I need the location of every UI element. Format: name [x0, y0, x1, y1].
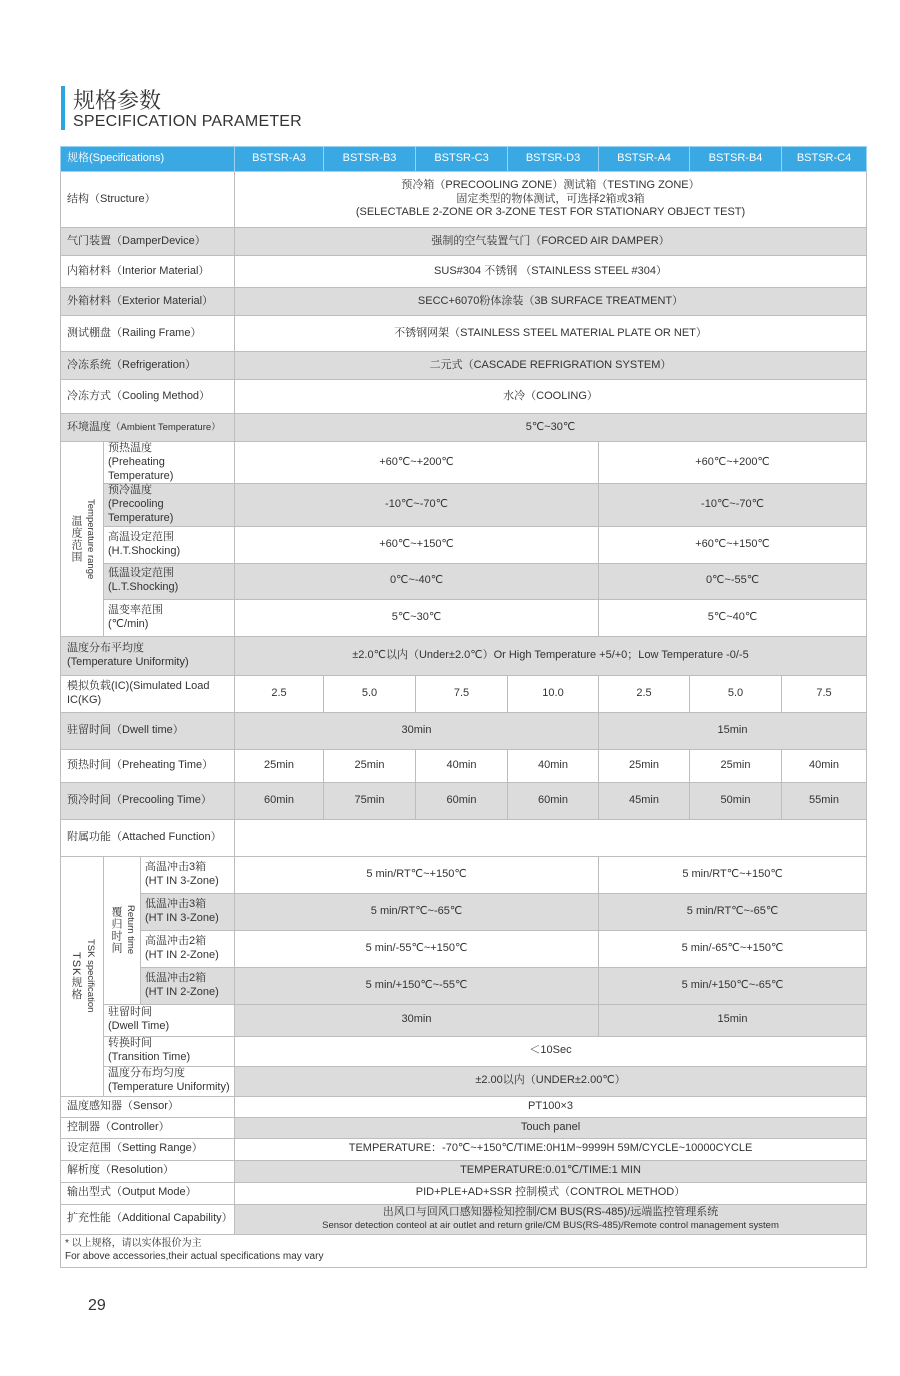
sub-label-en: (H.T.Shocking) [108, 544, 181, 557]
time-value: 40min [782, 749, 867, 782]
sub-label-en: (Transition Time) [108, 1051, 191, 1063]
value-cell: 5℃~40℃ [599, 599, 867, 636]
temp-range-cn: 温度范围 [69, 514, 82, 563]
resolution-row [61, 1160, 867, 1182]
row-value: PID+PLE+AD+SSR 控制模式（CONTROL METHOD） [235, 1182, 867, 1204]
sub-label-en: (L.T.Shocking) [108, 581, 179, 593]
sub-label-cn: 低温冲击2箱 [145, 971, 207, 984]
interior-row [61, 256, 867, 288]
tsk-row [61, 1036, 867, 1066]
ambient-label-cn: 环境温度 [67, 420, 111, 433]
temp-range-row [61, 484, 867, 526]
sub-label [104, 442, 235, 484]
exterior-row [61, 288, 867, 316]
ambient-label-en: （Ambient Temperature） [111, 421, 221, 433]
table-header-row [61, 147, 867, 172]
row-value [235, 819, 867, 856]
row-label [61, 414, 235, 442]
time-value: 25min [690, 749, 782, 782]
sub-label [104, 1066, 235, 1096]
page-number: 29 [88, 1297, 106, 1314]
time-value: 45min [599, 782, 690, 819]
row-label: 模拟负载(IC)(Simulated Load IC(KG) [61, 675, 235, 712]
value-cell: 15min [599, 1004, 867, 1036]
row-value: PT100×3 [235, 1096, 867, 1117]
temp-range-row [61, 526, 867, 563]
page-title-en: SPECIFICATION PARAMETER [73, 113, 302, 130]
page-title-cn: 规格参数 [73, 88, 162, 113]
value-cell: ±2.00以内（UNDER±2.00℃） [235, 1066, 867, 1096]
sub-label-cn: 转换时间 [108, 1037, 152, 1050]
refrigeration-row [61, 352, 867, 380]
row-value: 二元式（CASCADE REFRIGRATION SYSTEM） [235, 352, 867, 380]
value-cell: ＜10Sec [235, 1036, 867, 1066]
sub-label-cn: 高温冲击3箱 [145, 860, 207, 873]
value-cell: 5 min/+150℃~-55℃ [235, 967, 599, 1004]
value-cell: 0℃~-55℃ [599, 563, 867, 599]
value-cell: 5 min/RT℃~-65℃ [235, 893, 599, 930]
sub-label-cn: 低温冲击3箱 [145, 897, 207, 910]
value-cell: 5 min/RT℃~-65℃ [599, 893, 867, 930]
damper-row [61, 228, 867, 256]
sub-label [104, 563, 235, 599]
sub-label [104, 1004, 235, 1036]
sub-label-en: (Temperature Uniformity) [108, 1081, 230, 1093]
controller-row [61, 1117, 867, 1138]
sub-label [104, 599, 235, 636]
row-value: Touch panel [235, 1117, 867, 1138]
setting-row [61, 1138, 867, 1160]
time-value: 60min [416, 782, 508, 819]
row-label: 预冷时间（Precooling Time） [61, 782, 235, 819]
load-value: 2.5 [235, 675, 324, 712]
time-value: 25min [324, 749, 416, 782]
sub-label-cn: 温度分布均匀度 [108, 1067, 185, 1080]
value-cell: 5 min/+150℃~-65℃ [599, 967, 867, 1004]
value-cell: 0℃~-40℃ [235, 563, 599, 599]
return-time-en: Return time [124, 905, 136, 955]
model-header: BSTSR-B4 [690, 147, 782, 172]
row-label: 预热时间（Preheating Time） [61, 749, 235, 782]
footnote-line: For above accessories,their actual specifications may vary [65, 1250, 324, 1262]
load-value: 7.5 [782, 675, 867, 712]
sub-label-cn: 低温设定范围 [108, 567, 174, 580]
uniformity-label-en: (Temperature Uniformity) [67, 655, 189, 668]
row-value: TEMPERATURE：-70℃~+150℃/TIME:0H1M~9999H 59M/CYCLE~10000CYCLE [235, 1138, 867, 1160]
value-cell: +60℃~+200℃ [599, 442, 867, 484]
row-label: 结构（Structure） [61, 172, 235, 228]
return-time-label [104, 856, 141, 1004]
load-value: 10.0 [508, 675, 599, 712]
sub-label-en: (℃/min) [108, 617, 149, 630]
sub-label-en: (HT IN 2-Zone) [145, 985, 219, 998]
output-row [61, 1182, 867, 1204]
value-cell: 5 min/-55℃~+150℃ [235, 930, 599, 967]
temp-range-group-label [61, 442, 104, 637]
spec-table [60, 146, 867, 1268]
temp-range-row [61, 442, 867, 484]
additional-line: Sensor detection conteol at air outlet and return grile/CM BUS(RS-485)/Remote control management system [322, 1219, 779, 1231]
temp-range-row [61, 599, 867, 636]
time-value: 75min [324, 782, 416, 819]
row-label: 冷冻方式（Cooling Method） [61, 380, 235, 414]
time-value: 25min [235, 749, 324, 782]
return-time-cn: 覆归时间 [109, 905, 122, 954]
structure-line: 预冷箱（PRECOOLING ZONE）测试箱（TESTING ZONE） [401, 178, 700, 191]
time-value: 40min [416, 749, 508, 782]
sub-label-en: (HT IN 2-Zone) [145, 948, 219, 961]
dwell-row [61, 712, 867, 749]
row-label: 气门装置（DamperDevice） [61, 228, 235, 256]
value-cell: -10℃~-70℃ [235, 484, 599, 526]
cooling-row [61, 380, 867, 414]
value-cell: 30min [235, 1004, 599, 1036]
ambient-row [61, 414, 867, 442]
attached-row [61, 819, 867, 856]
additional-line: 出风口与回风口感知器检知控制/CM BUS(RS-485)/远端监控管理系统 [382, 1206, 719, 1219]
row-label: 内箱材料（Interior Material） [61, 256, 235, 288]
tsk-row [61, 930, 867, 967]
temp-range-en: Temperature range [84, 498, 96, 579]
sub-label-cn: 预热温度 [108, 442, 152, 454]
preheat-time-row [61, 749, 867, 782]
value-cell: +60℃~+150℃ [235, 526, 599, 563]
value-cell: 5 min/RT℃~+150℃ [235, 856, 599, 893]
row-label [61, 636, 235, 675]
tsk-row [61, 1004, 867, 1036]
sub-label-en: (Preheating Temperature) [108, 455, 174, 482]
row-value: 强制的空气装置气门（FORCED AIR DAMPER） [235, 228, 867, 256]
row-label: 设定范围（Setting Range） [61, 1138, 235, 1160]
sub-label [141, 967, 235, 1004]
load-value: 7.5 [416, 675, 508, 712]
sensor-row [61, 1096, 867, 1117]
tsk-row [61, 856, 867, 893]
value-cell: +60℃~+200℃ [235, 442, 599, 484]
model-header: BSTSR-D3 [508, 147, 599, 172]
sub-label [141, 930, 235, 967]
time-value: 40min [508, 749, 599, 782]
tsk-row [61, 893, 867, 930]
row-value: SECC+6070粉体涂装（3B SURFACE TREATMENT） [235, 288, 867, 316]
uniformity-row [61, 636, 867, 675]
tsk-row [61, 1066, 867, 1096]
load-value: 5.0 [690, 675, 782, 712]
time-value: 60min [235, 782, 324, 819]
sub-label-cn: 预冷温度 [108, 484, 152, 497]
footnote-row [61, 1234, 867, 1267]
structure-line: (SELECTABLE 2-ZONE OR 3-ZONE TEST FOR STATIONARY OBJECT TEST) [355, 206, 746, 219]
spec-label: 规格(Specifications) [61, 147, 235, 172]
model-header: BSTSR-C4 [782, 147, 867, 172]
row-label: 扩充性能（Additional Capability） [61, 1204, 235, 1234]
sub-label-en: (HT IN 3-Zone) [145, 911, 219, 924]
row-value: 5℃~30℃ [235, 414, 867, 442]
value-cell: -10℃~-70℃ [599, 484, 867, 526]
load-value: 5.0 [324, 675, 416, 712]
value-cell: 5 min/-65℃~+150℃ [599, 930, 867, 967]
sub-label-cn: 驻留时间 [108, 1006, 152, 1019]
load-row [61, 675, 867, 712]
row-label: 测试棚盘（Railing Frame） [61, 316, 235, 352]
model-header: BSTSR-A4 [599, 147, 690, 172]
tsk-row [61, 967, 867, 1004]
sub-label-cn: 高温冲击2箱 [145, 934, 207, 947]
row-label: 附属功能（Attached Function） [61, 819, 235, 856]
time-value: 25min [599, 749, 690, 782]
row-value: ±2.0℃以内（Under±2.0℃）Or High Temperature +5/+0；Low Temperature -0/-5 [235, 636, 867, 675]
row-value: SUS#304 不锈钢 （STAINLESS STEEL #304） [235, 256, 867, 288]
uniformity-label-cn: 温度分布平均度 [67, 641, 144, 654]
sub-label [104, 484, 235, 526]
row-label: 驻留时间（Dwell time） [61, 712, 235, 749]
row-label: 温度感知器（Sensor） [61, 1096, 235, 1117]
row-label: 解析度（Resolution） [61, 1160, 235, 1182]
time-value: 60min [508, 782, 599, 819]
value-cell: +60℃~+150℃ [599, 526, 867, 563]
time-value: 55min [782, 782, 867, 819]
tsk-group-label [61, 856, 104, 1096]
tsk-en: TSK specification [84, 939, 96, 1013]
structure-line: 固定类型的物体测试，可选择2箱或3箱 [456, 192, 645, 205]
footnote-line: * 以上规格，请以实体报价为主 [65, 1238, 202, 1249]
value-cell: 5 min/RT℃~+150℃ [599, 856, 867, 893]
sub-label-en: (HT IN 3-Zone) [145, 874, 219, 887]
row-value: 不锈钢网架（STAINLESS STEEL MATERIAL PLATE OR NET） [235, 316, 867, 352]
sub-label-cn: 高温设定范围 [108, 530, 174, 543]
railing-row [61, 316, 867, 352]
load-value: 2.5 [599, 675, 690, 712]
row-value [235, 172, 867, 228]
row-value: TEMPERATURE:0.01℃/TIME:1 MIN [235, 1160, 867, 1182]
value-cell: 15min [599, 712, 867, 749]
row-value [235, 1204, 867, 1234]
model-header: BSTSR-B3 [324, 147, 416, 172]
row-label: 冷冻系统（Refrigeration） [61, 352, 235, 380]
row-label: 输出型式（Output Mode） [61, 1182, 235, 1204]
precool-time-row [61, 782, 867, 819]
header-accent-bar [61, 86, 65, 130]
model-header: BSTSR-C3 [416, 147, 508, 172]
sub-label-en: (Precooling Temperature) [108, 498, 174, 524]
time-value: 50min [690, 782, 782, 819]
temp-range-row [61, 563, 867, 599]
row-label: 控制器（Controller） [61, 1117, 235, 1138]
value-cell: 30min [235, 712, 599, 749]
structure-row [61, 172, 867, 228]
row-label: 外箱材料（Exterior Material） [61, 288, 235, 316]
additional-row [61, 1204, 867, 1234]
sub-label [141, 856, 235, 893]
sub-label-en: (Dwell Time) [108, 1020, 170, 1032]
model-header: BSTSR-A3 [235, 147, 324, 172]
footnote [61, 1234, 867, 1267]
sub-label [104, 1036, 235, 1066]
tsk-cn: TSK规格 [69, 951, 82, 1001]
row-value: 水冷（COOLING） [235, 380, 867, 414]
value-cell: 5℃~30℃ [235, 599, 599, 636]
sub-label [141, 893, 235, 930]
sub-label [104, 526, 235, 563]
sub-label-cn: 温变率范围 [108, 603, 163, 616]
